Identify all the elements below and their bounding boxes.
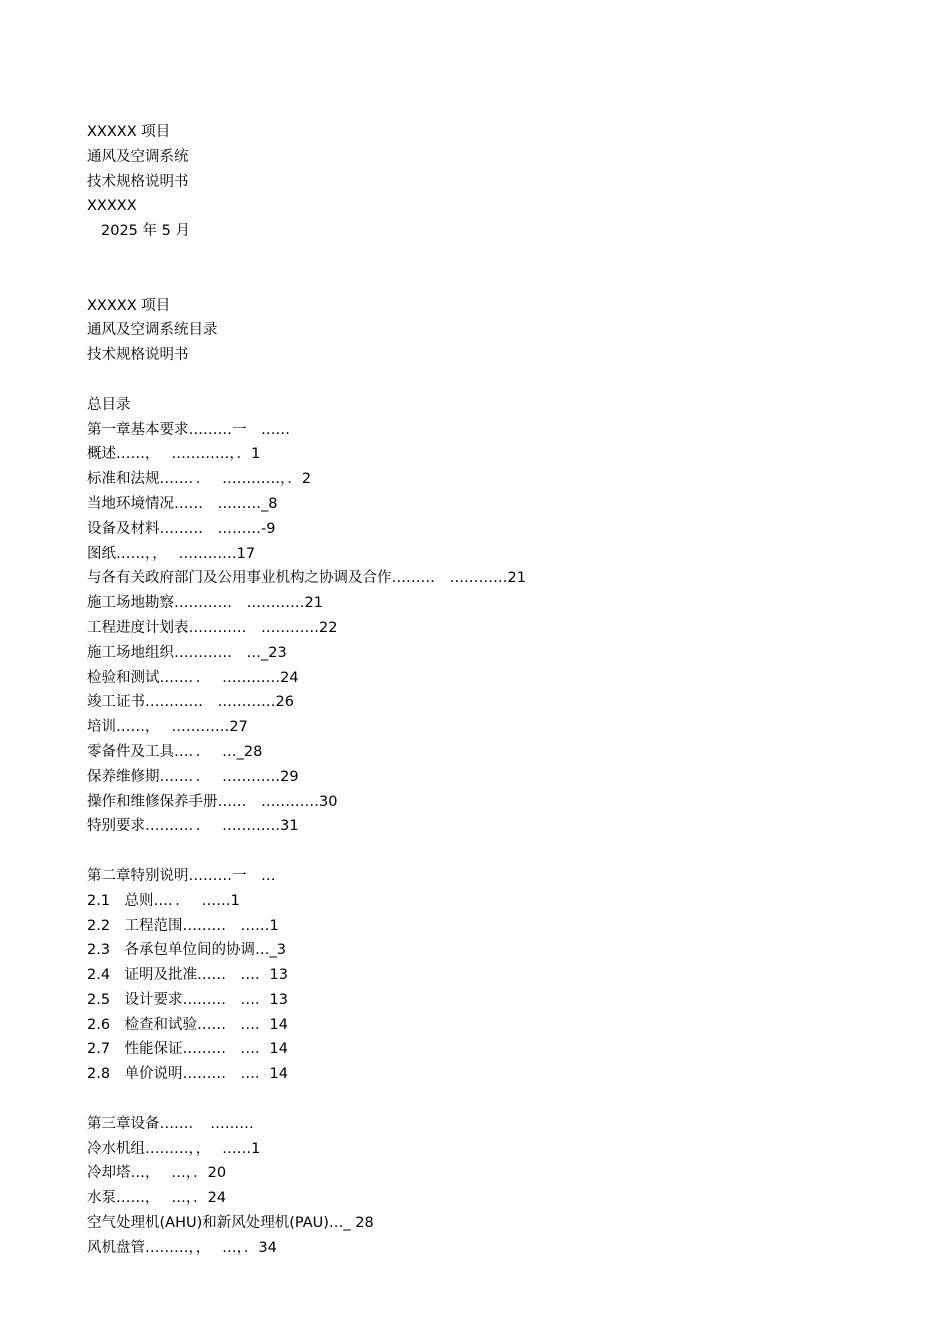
toc-entry: 标准和法规……．． …………，．2: [87, 471, 312, 488]
cover-org: XXXXX: [87, 198, 137, 215]
toc-entry: 设备及材料……… ………-9: [87, 520, 276, 537]
toc-entry: 操作和维修保养手册…… …………30: [87, 793, 338, 810]
toc-entry: 保养维修期……．． …………29: [87, 768, 299, 785]
chapter-3-title: 第三章设备……． ………: [87, 1115, 254, 1132]
chapter-1: [87, 418, 907, 840]
toc-entry: 零备件及工具…．． …_28: [87, 743, 263, 760]
toc-entry: 特别要求………．． …………31: [87, 818, 299, 835]
cover-date: 2025 年 5 月: [101, 223, 190, 240]
toc-entry: 与各有关政府部门及公用事业机构之协调及合作……… …………21: [87, 570, 526, 587]
toc-entry: 冷水机组………，， ……1: [87, 1140, 261, 1157]
toc-entry: 2.7 性能保证……… …．14: [87, 1041, 289, 1058]
toc-entry: 工程进度计划表………… …………22: [87, 619, 338, 636]
toc-entry: 图纸……，， …………17: [87, 545, 256, 562]
toc-entry: 2.1 总则…．． ……1: [87, 892, 240, 909]
toc-entry: 2.8 单价说明……… …．14: [87, 1066, 289, 1083]
toc-entry: 概述……， …………，．1: [87, 446, 261, 463]
toc-entry: 风机盘管………，， …，．34: [87, 1239, 277, 1256]
toc-title: 总目录: [87, 396, 131, 413]
toc-header-project: XXXXX 项目: [87, 297, 171, 314]
cover-project: XXXXX 项目: [87, 124, 171, 140]
toc-entry: 培训……， …………27: [87, 719, 248, 736]
toc-entry: 检验和测试……．． …………24: [87, 669, 299, 686]
toc-entry: 竣工证书………… …………26: [87, 694, 294, 711]
toc-entry: 施工场地组织………… …_23: [87, 644, 287, 661]
toc-entry: 2.2 工程范围……… ……1: [87, 917, 279, 934]
spacer: [87, 368, 907, 393]
toc-entry: 空气处理机(AHU)和新风处理机(PAU)…_ 28: [87, 1215, 374, 1232]
toc-header-system: 通风及空调系统目录: [87, 322, 218, 339]
spacer: [87, 1087, 907, 1112]
toc-entry: 施工场地勘察………… …………21: [87, 595, 323, 612]
document-page: [87, 120, 907, 1261]
toc-entry: 2.4 证明及批准…… …．13: [87, 967, 289, 984]
chapter-2: [87, 864, 907, 1087]
cover-block: [87, 120, 907, 244]
toc-header-block: [87, 294, 907, 368]
toc-entry: 当地环境情况…… ………_8: [87, 495, 278, 512]
spacer: [87, 244, 907, 294]
cover-doc-type: 技术规格说明书: [87, 173, 189, 190]
toc-entry: 2.6 检查和试验…… …．14: [87, 1016, 289, 1033]
toc-entry: 2.5 设计要求……… …．13: [87, 991, 289, 1008]
chapter-3: [87, 1112, 907, 1261]
toc-entry: 冷却塔…， …，．20: [87, 1165, 227, 1182]
chapter-2-title: 第二章特别说明………一 …: [87, 867, 276, 884]
toc-entry: 水泵……， …，．24: [87, 1190, 227, 1207]
toc-entry: 2.3 各承包单位间的协调…_3: [87, 942, 287, 959]
chapter-1-title: 第一章基本要求………一 ……: [87, 421, 290, 438]
spacer: [87, 839, 907, 864]
toc-header-doc-type: 技术规格说明书: [87, 347, 189, 364]
cover-system: 通风及空调系统: [87, 148, 189, 165]
